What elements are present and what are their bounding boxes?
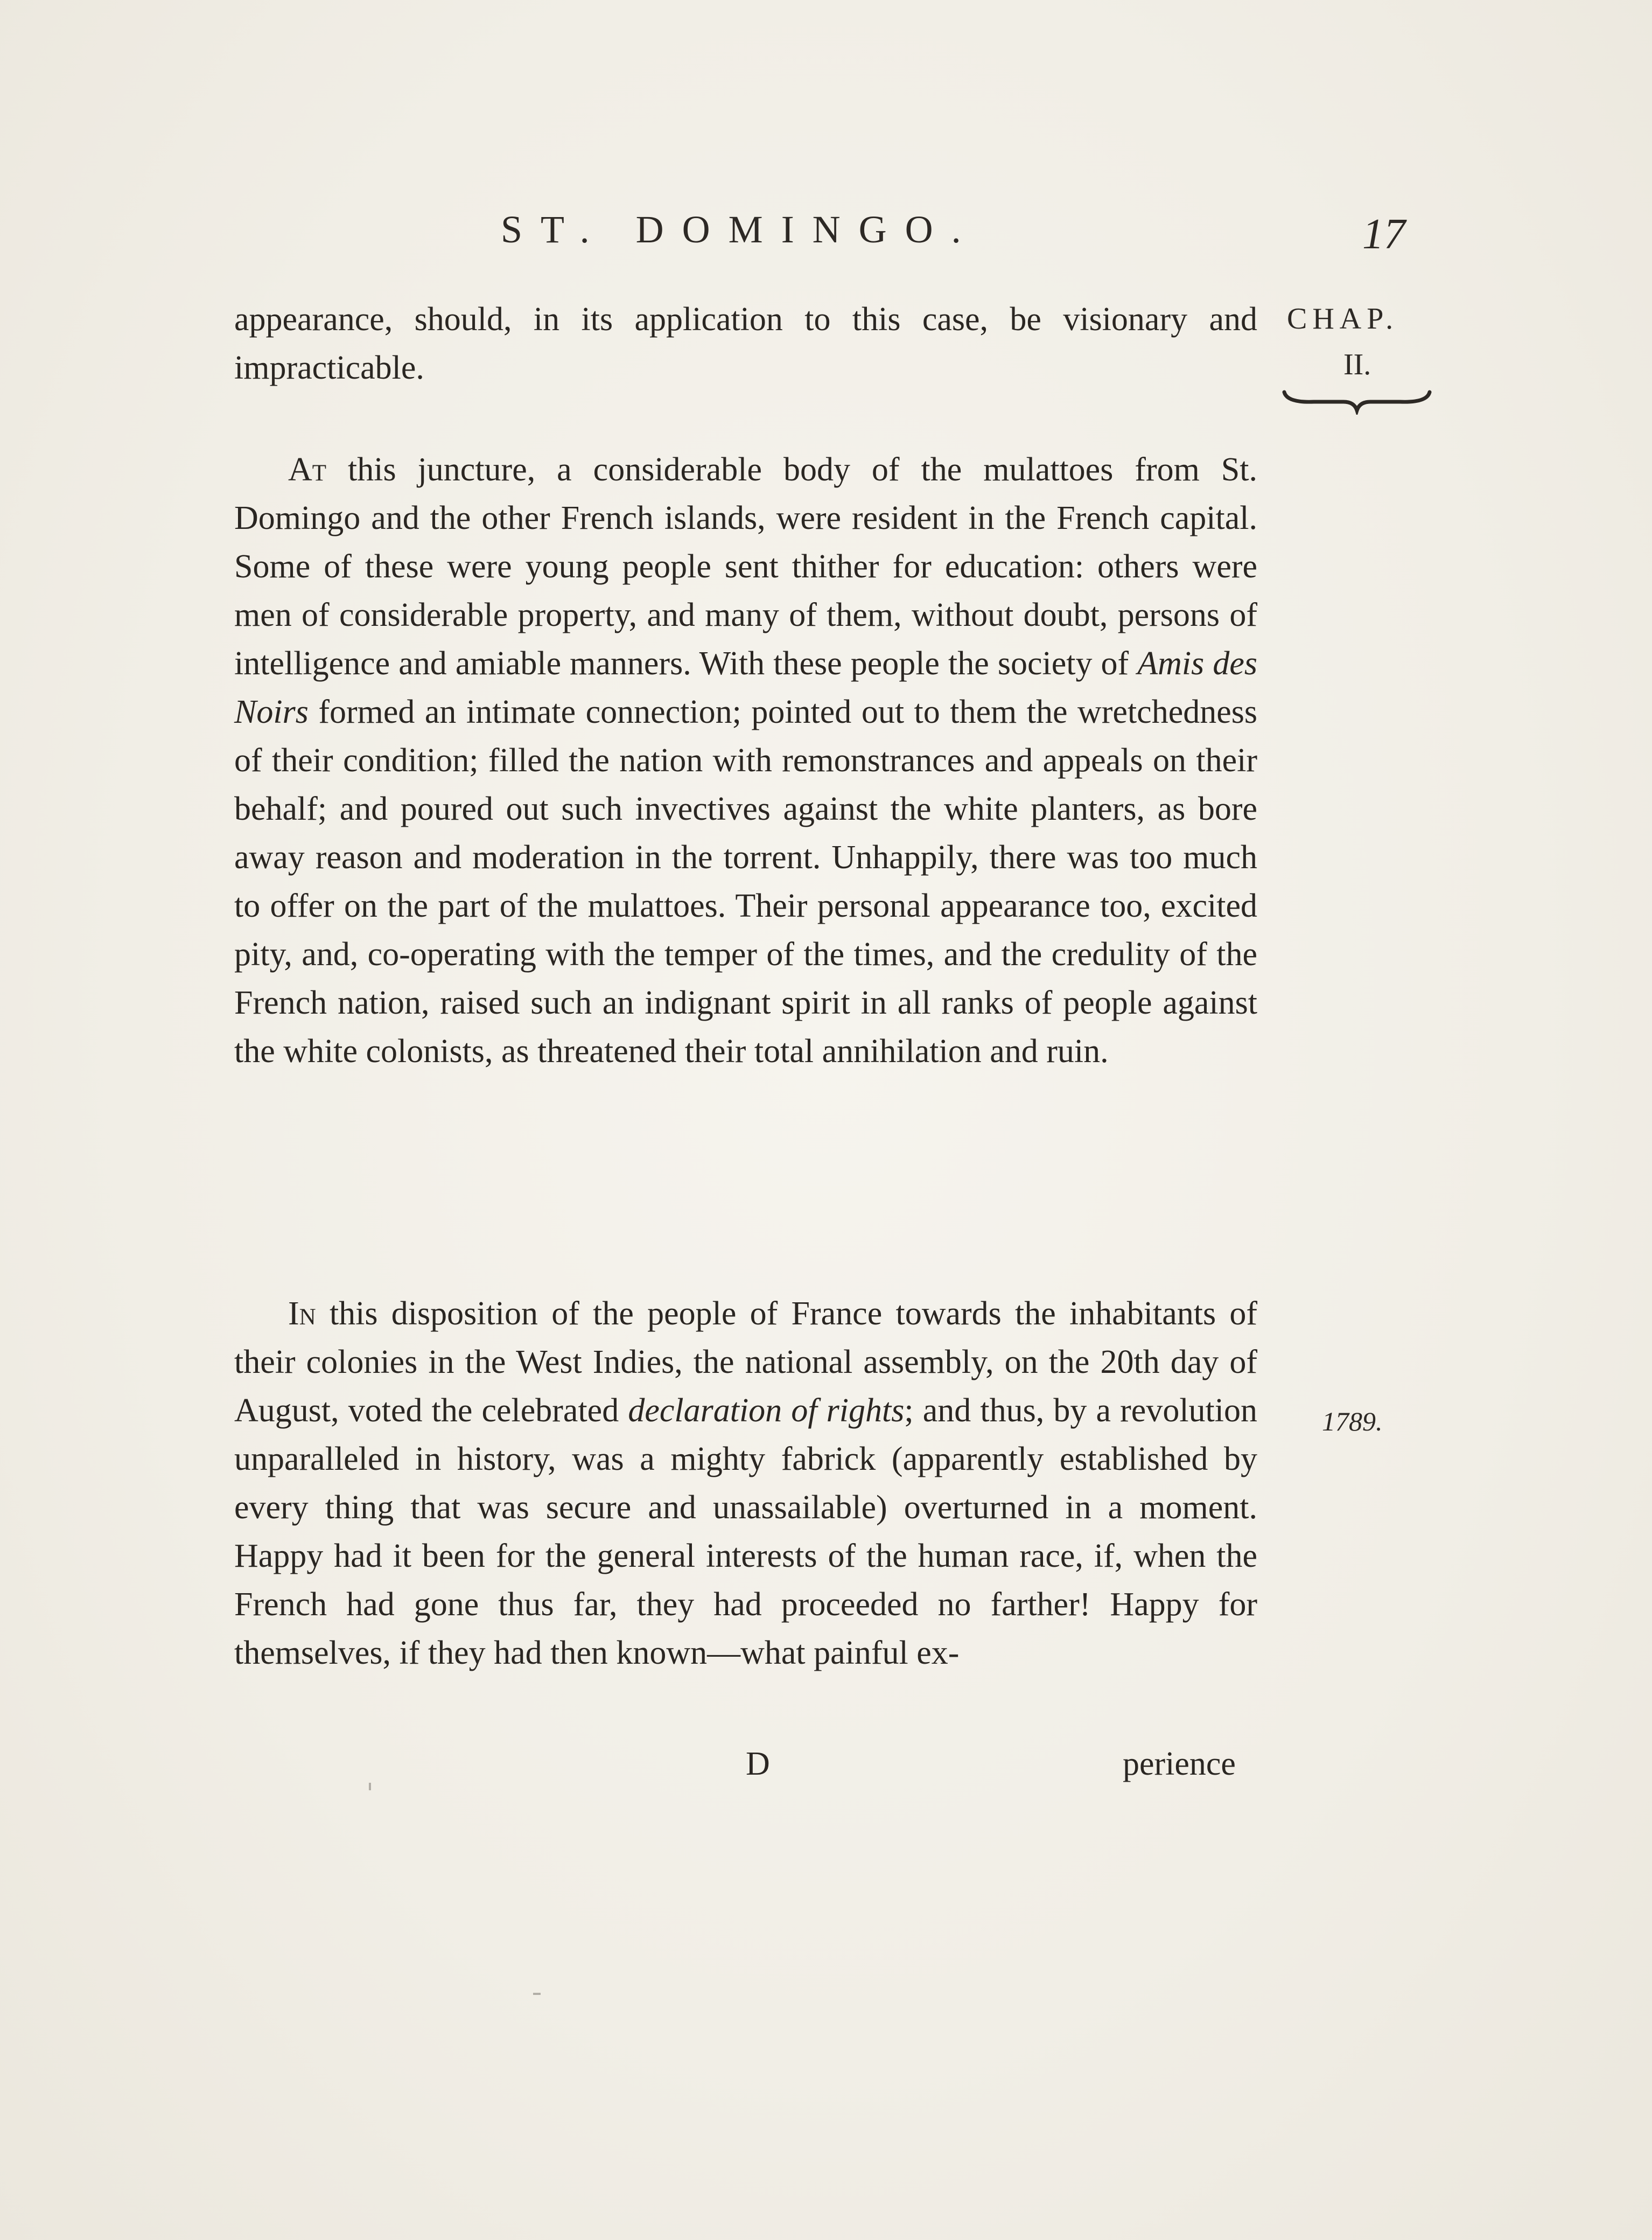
paragraph-1-before-italic: this juncture, a considerable body of the mulattoes from St. Domingo and the other French islands, were resident in the French capital. Some of these were young people sent thither for education: others were men of considerable property, and many of them, without doubt, persons of intelligence and amiable manners. With these people the society of (234, 451, 1257, 682)
signature-mark: D (746, 1746, 770, 1782)
paragraph-2-before-italic: this disposition of the people of France towards the inhabitants of their colonies in the West Indies, the national assembly, on the 20th day of August, voted the celebrated (234, 1295, 1257, 1429)
paragraph-2-italic: declaration of rights (628, 1392, 905, 1429)
paragraph-2-lead: In (288, 1295, 316, 1332)
margin-year-note: 1789. (1322, 1406, 1383, 1436)
margin-chapter-label: CHAP. (1287, 302, 1399, 336)
paragraph-2-text (234, 1289, 1257, 1677)
paragraph-1 (234, 445, 1257, 1076)
paragraph-2-after-italic: ; and thus, by a revolution unparalleled in history, was a mighty fabrick (apparently established by every thing that was secure and unassailable) overturned in a moment. Happy had it been for the general interests of the human race, if, when the French had gone thus far, they had proceeded no farther! Happy for themselves, if they had then known—what painful ex- (234, 1392, 1258, 1671)
continuation-text (234, 295, 1257, 392)
paragraph-1-lead: At (288, 451, 327, 488)
paragraph-1-italic: Amis des Noirs (234, 645, 1257, 730)
page-number: 17 (1362, 211, 1405, 258)
margin-brace-icon (1282, 388, 1432, 415)
paper-speck (369, 1783, 371, 1790)
paragraph-2 (234, 1289, 1257, 1677)
running-head-title: ST. DOMINGO. (501, 208, 979, 251)
paragraph-1-after-italic: formed an intimate connection; pointed out to them the wretchedness of their condition; filled the nation with remonstrances and appeals on their behalf; and poured out such invectives against the white planters, as bore away reason and moderation in the torrent. Unhappily, there was too much to offer on the part of the mulattoes. Their personal appearance too, excited pity, and, co-operating with the temper of the times, and the credulity of the French nation, raised such an indignant spirit in all ranks of people against the white colonists, as threatened their total annihilation and ruin. (234, 694, 1257, 1070)
margin-chapter-number: II. (1343, 348, 1371, 381)
paper-speck (533, 1993, 541, 1995)
catchword: perience (1123, 1746, 1236, 1782)
paragraph-1-text (234, 445, 1257, 1076)
continuation-paragraph: appearance, should, in its application to this case, be visionary and impracticable. (234, 301, 1257, 386)
